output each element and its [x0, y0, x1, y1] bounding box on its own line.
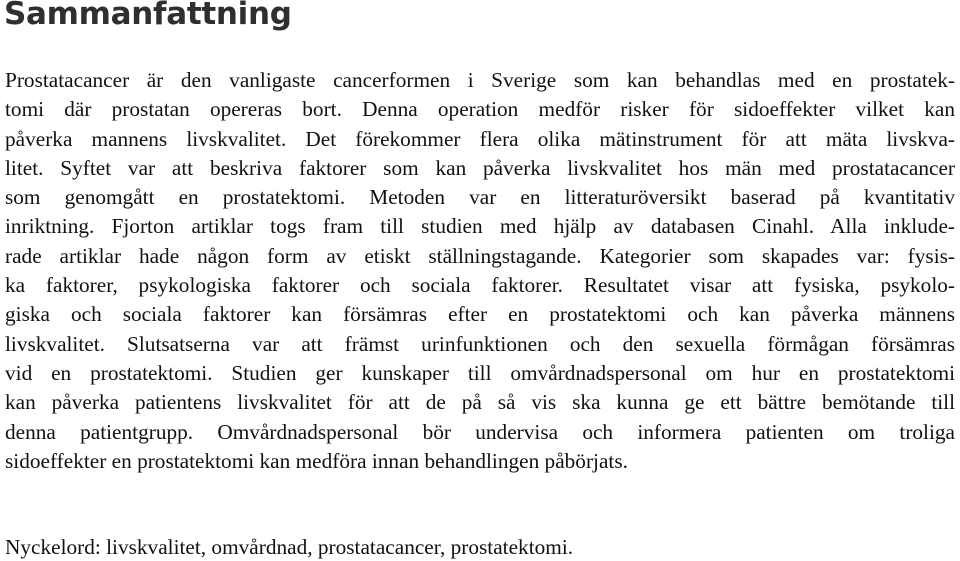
abstract-line: tomi där prostatan opereras bort. Denna operation medför risker för sidoeffekter vilket kan — [5, 97, 955, 122]
abstract-line: sidoeffekter en prostatektomi kan medföra innan behandlingen påbörjats. — [5, 448, 628, 473]
abstract-line: vid en prostatektomi. Studien ger kunskaper till omvårdnadspersonal om hur en prostatektomi — [5, 360, 955, 385]
abstract-line: litet. Syftet var att beskriva faktorer som kan påverka livskvalitet hos män med prostatacancer — [5, 155, 955, 180]
abstract-line: inriktning. Fjorton artiklar togs fram till studien med hjälp av databasen Cinahl. Alla inklude- — [5, 214, 955, 239]
abstract-paragraph — [5, 66, 955, 476]
abstract-line: denna patientgrupp. Omvårdnadspersonal bör undervisa och informera patienten om troliga — [5, 419, 955, 444]
abstract-line: kan påverka patientens livskvalitet för att de på så vis ska kunna ge ett bättre bemötande till — [5, 390, 955, 415]
abstract-line: rade artiklar hade någon form av etiskt ställningstagande. Kategorier som skapades var: fysis- — [5, 243, 955, 268]
abstract-line: påverka mannens livskvalitet. Det förekommer flera olika mätinstrument för att mäta livskva- — [5, 126, 955, 151]
section-heading: Sammanfattning — [4, 0, 292, 32]
abstract-line: giska och sociala faktorer kan försämras efter en prostatektomi och kan påverka männens — [5, 302, 955, 327]
abstract-line: Prostatacancer är den vanligaste cancerformen i Sverige som kan behandlas med en prostatek- — [5, 68, 955, 92]
abstract-line: livskvalitet. Slutsatserna var att främst urinfunktionen och den sexuella förmågan försämras — [5, 331, 955, 356]
abstract-line: ka faktorer, psykologiska faktorer och sociala faktorer. Resultatet visar att fysiska, psykolo- — [5, 273, 955, 298]
keywords-line: Nyckelord: livskvalitet, omvårdnad, prostatacancer, prostatektomi. — [5, 535, 574, 559]
abstract-line: som genomgått en prostatektomi. Metoden var en litteraturöversikt baserad på kvantitativ — [5, 185, 955, 210]
